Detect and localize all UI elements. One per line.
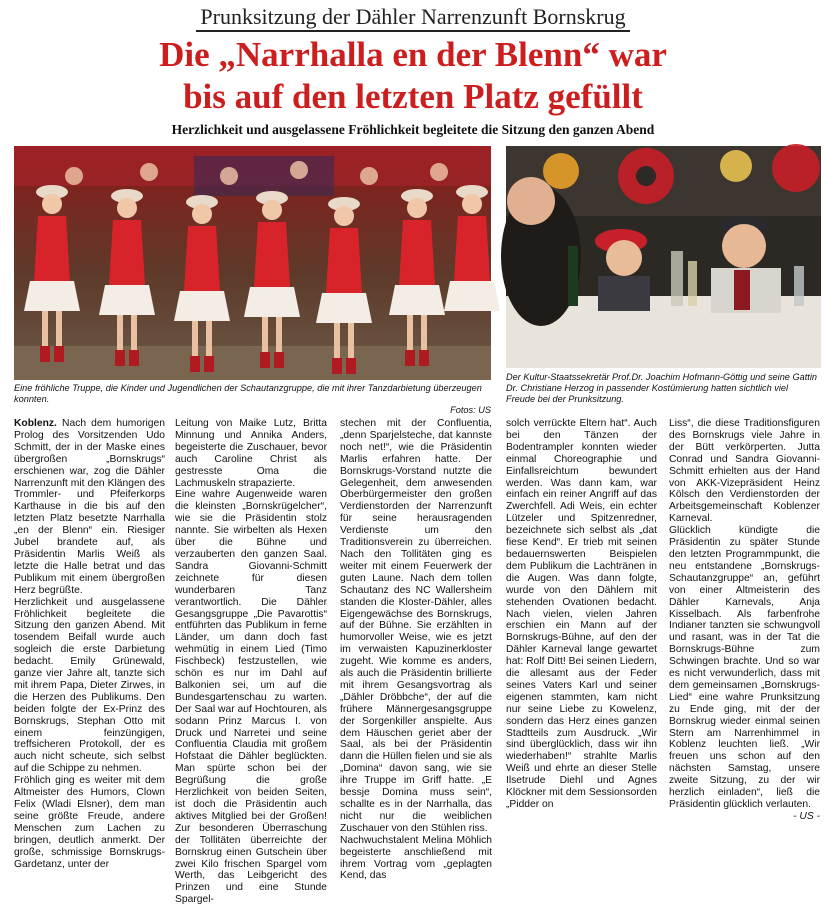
body-column-1 — [14, 418, 165, 874]
body-column-3 — [340, 418, 492, 882]
paragraph: Nachwuchstalent Melina Möhlich begeisterte anschließend mit ihrem Vortrag vom „geplagten Kend, das — [340, 834, 492, 882]
photo1-caption — [14, 383, 491, 416]
dateline: Koblenz. — [14, 418, 57, 429]
paragraph: Fröhlich ging es weiter mit dem Altmeister des Humors, Clown Felix (Wladi Elsner), dem man seine größte Freude, andere Menschen zum Lachen zu bringen, deutlich anmerkt. Der große, schmissige Bornskrugs-Gardetanz, unter der — [14, 775, 165, 870]
kicker-text: Prunksitzung der Dähler Narrenzunft Bornskrug — [196, 4, 629, 32]
photo1-caption-text: Eine fröhliche Truppe, die Kinder und Jugendlichen der Schautanzgruppe, die mit ihrer Tanzdarbietung überzeugen konnten. — [14, 383, 482, 404]
dance-group-illustration — [14, 146, 491, 380]
photo-credit: Fotos: US — [450, 405, 491, 415]
paragraph: Eine wahre Augenweide waren die kleinsten „Bornskrügelcher“, wie sie die Präsidentin stolz nannte. Sie wirbelten als Hexen über die Bühne und verzauberten den ganzen Saal. Sandra Giovanni-Schmitt zeichnete für diesen wunderbaren Tanz verantwortlich. Die Dähler Gesangsgruppe „Die Pavarottis“ entführten das Publikum in ferne Länder, um dann doch fast wehmütig in einem Lied (Timo Fischbeck) festzustellen, wie schön es nur im Dahl auf Balkonien sei, um auf die Bundesgartenschau zu warten. Der Saal war auf Hochtouren, als sodann Prinz Marcus I. von Druck und Narretei und seine Confluentia Claudia mit großem Hofstaat die Dähler beglückten. Man spürte schon bei der Begrüßung die große Herzlichkeit von beiden Seiten, ist doch die Präsidentin auch aktives Mitglied bei der Großen! Zur besonderen Überraschung der Tollitäten überreichte der Bornskrug einen Gutschein über zwei Kilo frischen Spargel vom Werth, das Leibgericht des Prinzen und eine Stunde Spargel- — [175, 489, 327, 906]
paragraph: Glücklich kündigte die Präsidentin zu später Stunde den letzten Programmpunkt, die neu entstandene „Bornskrugs-Schautanzgruppe“ an, geführt von einer Altmeisterin des Dähler Karnevals, Anja Kisselbach. Als farbenfrohe Indianer tanzten sie schwungvoll und rasant, was in der Tat die Bornskrugs-Bühne zum Schwingen brachte. Und so war es nicht verwunderlich, dass mit dem gemeinsamen „Bornskrugs-Lied“ eine wahre Prunksitzung zu Ende ging, mit der der Bornskrug wieder einmal seinen Stern am Narrenhimmel in Koblenz leuchten ließ. „Wir freuen uns schon auf den nächsten Samstag, unsere zweite Sitzung, zu der wir herzlich einladen“, ließ die Präsidentin glücklich verlauten. — [669, 525, 820, 810]
author-signature: - US - — [793, 810, 820, 822]
guests-photo — [506, 146, 821, 368]
paragraph-text: Nach dem humorigen Prolog des Vorsitzenden Udo Schmitt, der in der Maske eines übergroßen „Bornskrugs“ erschienen war, zog die Dähler Narrenzunft mit den Klängen des Trommler- und Pfeiferkorps Karthause in die bis auf den letzten Platz besetzte Narrhalla „en der Blenn“ ein. Riesiger Jubel brandete auf, als Präsidentin Marlis Weiß als letzte die Halle betrat und das Publikum mit einem übergroßen Herz begrüßte. — [14, 418, 165, 596]
paragraph: Herzlichkeit und ausgelassene Fröhlichkeit begleitete die Sitzung den ganzen Abend. Mit tosendem Beifall wurde auch sogleich die erste Darbietung bedacht. Emily Grünewald, ganze vier Jahre alt, tanzte sich mit ihrem Papa, Dieter Zirwes, in die Herzen des Publikums. Den beiden folgte der Ex-Prinz des Bornskrugs, Stephan Otto mit einem feinzüngigen, treffsicheren Protokoll, der es auch nicht scheute, sich selbst auf die Schippe zu nehmen. — [14, 596, 165, 775]
article-kicker — [0, 4, 826, 30]
guests-illustration — [506, 146, 821, 368]
dance-group-photo — [14, 146, 491, 380]
body-column-4 — [506, 418, 657, 874]
article-subhead: Herzlichkeit und ausgelassene Fröhlichkeit begleitete die Sitzung den ganzen Abend — [171, 122, 655, 137]
paragraph — [14, 418, 165, 597]
paragraph: stechen mit der Confluentia, „denn Sparjelsteche, dat kannste noch net!“, wie die Präsidentin Marlis erfahren hatte. Der Bornskrugs-Vorstand nutzte die Gelegenheit, dem anwesenden Oberbürgermeister den großen Verdienstorden der Narrenzunft für seine herausragenden Verdienste um den Traditionsverein zu überreichen. Nach den Tollitäten ging es weiter mit einem Feuerwerk der guten Laune. Nach dem tollen Schautanz des NC Wallersheim standen die Kloster-Dähler, alles Eigengewächse des Bornskrugs, auf der Bühne. Sie erzählten in humorvoller Weise, wie es jetzt im verwaisten Kapuzinerkloster zugeht. Wie komme es anders, als auch die Präsidentin brillierte mit ihrem Gesangsvortrag als „Dähler Dröbbche“, der auf die frühere Männergesangsgruppe der Sorgenkiller anspielte. Aus dem Häuschen geriet aber der Saal, als bei der Präsidentin dann die Hüllen fielen und sie als „Domina“ davon sang, wie sie ihre Truppe im Griff hatte. „E bessje Domina muss sein“, schallte es in der Narrhalla, das nicht nur die weiblichen Zuschauer von den Stühlen riss. — [340, 418, 492, 834]
body-column-2 — [175, 418, 327, 906]
headline-line-2: bis auf den letzten Platz gefüllt — [183, 77, 643, 116]
headline-line-1: Die „Narrhalla en der Blenn“ war — [159, 35, 667, 74]
body-column-5 — [669, 418, 820, 874]
photo2-caption: Der Kultur-Staatssekretär Prof.Dr. Joachim Hofmann-Göttig und seine Gattin Dr. Christiane Herzog in passender Kostümierung hatten sichtlich viel Freude bei der Prunksitzung. — [506, 372, 817, 404]
paragraph: Leitung von Maike Lutz, Britta Minnung und Annika Anders, begeisterte die Zuschauer, bevor auch Caroline Christ als gestresste Oma die Lachmuskeln strapazierte. — [175, 418, 327, 489]
article-headline — [0, 34, 826, 118]
paragraph: Liss“, die diese Traditionsfiguren des Bornskrugs viele Jahre in der Bütt verkörperten. Jutta Conrad und Sandra Giovanni-Schmitt erhielten aus der Hand von AKK-Vizepräsident Heinz Kölsch den Verdienstorden der Arbeitsgemeinschaft Koblenzer Karneval. — [669, 418, 820, 525]
paragraph: solch verrückte Eltern hat“. Auch bei den Tänzen der Bodentrampler konnten wieder einmal Choreographie und Einfallsreichtum bewundert werden. Was dann kam, war einfach ein reiner Angriff auf das Zwerchfell. Adi Weis, ein echter Lützeler und Spitzenredner, bezeichnete sich selbst als „dat fiese Kend“. Er trieb mit seinen bedauernswerten Beispielen dem Publikum die Lachtränen in die Augen. Was dann folgte, wurde von den Dählern mit stehenden Ovationen bedacht. Nach vielen, vielen Jahren erschien ein Mann auf der Bornskrugs-Bühne, auf den der Dähler Karneval lange gewartet hat: Rolf Ditt! Bei seinen Liedern, die allesamt aus der Feder seines Vaters Karl und seiner eigenen stammten, kam nicht nur seine Liebe zu Kowelenz, sondern das Herz eines ganzen Stadtteils zum Ausdruck. „Wir sind überglücklich, dass wir ihn wiederhaben!“ strahlte Marlis Weiß und ehrte an dieser Stelle Ilsetrude Diehl und Agnes Klöckner mit dem Sessionsorden „Pidder on — [506, 418, 657, 810]
